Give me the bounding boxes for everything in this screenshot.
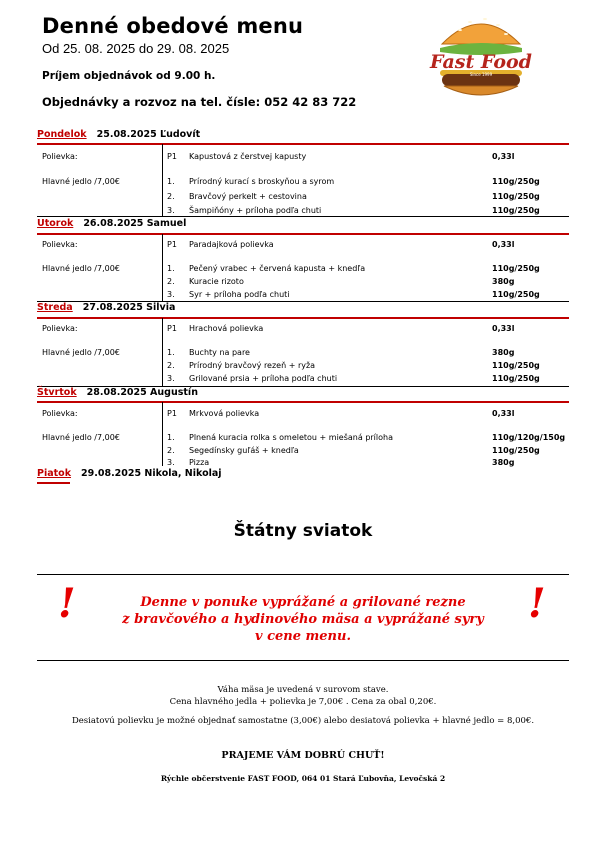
main-number: 3. [167,206,175,215]
main-label: Hlavné jedlo /7,00€ [42,177,120,186]
main-number: 1. [167,177,175,186]
day-header: Štvrtok 28.08.2025 Augustín [37,387,198,398]
soup-dish: Hrachová polievka [189,324,264,333]
menu-dates: Od 25. 08. 2025 do 29. 08. 2025 [42,41,230,56]
main-dish: Buchty na pare [189,348,250,357]
logo-since: Since 1999 [469,72,493,77]
soup-number: P1 [167,409,177,418]
main-number: 3. [167,458,175,467]
note-price: Cena hlavného jedla + polievka je 7,00€ . Cena za obal 0,20€. [169,697,437,707]
main-weight: 110g/250g [492,264,540,273]
main-dish: Šampiňóny + príloha podľa chuti [189,206,322,215]
main-dish: Bravčový perkelt + cestovina [189,192,307,201]
main-weight: 110g/250g [492,177,540,186]
soup-dish: Paradajková polievka [189,240,274,249]
promo-text: Denne v ponuke vyprážané a grilované rezne z bravčového a hydinového mäsa a vyprážané syry v cene menu. [122,595,484,644]
main-dish: Prírodný bravčový rezeň + ryža [189,361,316,370]
phone-info: Objednávky a rozvoz na tel. čísle: 052 42 83 722 [42,95,357,109]
main-number: 2. [167,361,175,370]
footer-address: Rýchle občerstvenie FAST FOOD, 064 01 Stará Ľubovňa, Levočská 2 [160,774,446,783]
soup-dish: Mrkvová polievka [189,409,260,418]
main-weight: 380g [492,348,515,357]
menu-title: Denné obedové menu [42,14,304,38]
main-weight: 110g/250g [492,206,540,215]
column-divider [162,318,163,386]
main-number: 1. [167,348,175,357]
day-header: Pondelok 25.08.2025 Ľudovít [37,129,201,140]
logo-text: Fast Food [430,51,532,73]
day-header: Piatok 29.08.2025 Nikola, Nikolaj [37,468,222,479]
soup-weight: 0,33l [492,324,515,333]
main-number: 2. [167,277,175,286]
soup-number: P1 [167,324,177,333]
exclamation-icon: ! [528,580,546,627]
fast-food-logo [410,8,552,104]
column-divider [162,234,163,301]
wish-text: PRAJEME VÁM DOBRÚ CHUŤ! [221,750,385,761]
exclamation-icon: ! [58,580,76,627]
soup-weight: 0,33l [492,409,515,418]
main-dish: Grilované prsia + príloha podľa chuti [189,374,338,383]
column-divider [162,144,163,216]
main-dish: Segedínsky guľáš + knedľa [189,446,299,455]
main-number: 1. [167,264,175,273]
main-number: 3. [167,290,175,299]
main-dish: Pečený vrabec + červená kapusta + knedľa [189,264,366,273]
day-divider [37,401,569,403]
soup-label: Polievka: [42,240,78,249]
main-weight: 380g [492,277,515,286]
day-divider [37,143,569,145]
soup-label: Polievka: [42,324,78,333]
main-dish: Plnená kuracia rolka s omeletou + miešaná príloha [189,433,393,442]
main-dish: Kuracie rizoto [189,277,244,286]
main-weight: 110g/250g [492,290,540,299]
column-divider [162,402,163,466]
day-bottom-line [37,216,569,217]
note-soup: Desiatovú polievku je možné objednať samostatne (3,00€) alebo desiatová polievka + hlavné jedlo = 8,00€. [71,716,535,726]
note-weight: Váha mäsa je uvedená v surovom stave. [217,685,389,695]
main-weight: 110g/120g/150g [492,433,566,442]
soup-label: Polievka: [42,409,78,418]
main-label: Hlavné jedlo /7,00€ [42,433,120,442]
main-weight: 110g/250g [492,446,540,455]
day-divider [37,317,569,319]
main-number: 2. [167,446,175,455]
main-weight: 110g/250g [492,374,540,383]
promo-top-line [37,574,569,575]
main-weight: 110g/250g [492,361,540,370]
soup-number: P1 [167,152,177,161]
main-number: 2. [167,192,175,201]
soup-label: Polievka: [42,152,78,161]
soup-weight: 0,33l [492,152,515,161]
day-header: Streda 27.08.2025 Silvia [37,302,176,313]
orders-info: Príjem objednávok od 9.00 h. [42,70,216,82]
main-number: 1. [167,433,175,442]
soup-number: P1 [167,240,177,249]
promo-bottom-line [37,660,569,661]
main-label: Hlavné jedlo /7,00€ [42,264,120,273]
day-divider [37,482,70,484]
main-dish: Prírodný kurací s broskyňou a syrom [189,177,335,186]
holiday-notice: Štátny sviatok [233,521,373,541]
day-divider [37,233,569,235]
main-weight: 110g/250g [492,192,540,201]
main-dish: Pizza [189,458,210,467]
soup-dish: Kapustová z čerstvej kapusty [189,152,307,161]
soup-weight: 0,33l [492,240,515,249]
main-label: Hlavné jedlo /7,00€ [42,348,120,357]
day-header: Utorok 26.08.2025 Samuel [37,218,187,229]
main-dish: Syr + príloha podľa chuti [189,290,290,299]
main-number: 3. [167,374,175,383]
main-weight: 380g [492,458,515,467]
